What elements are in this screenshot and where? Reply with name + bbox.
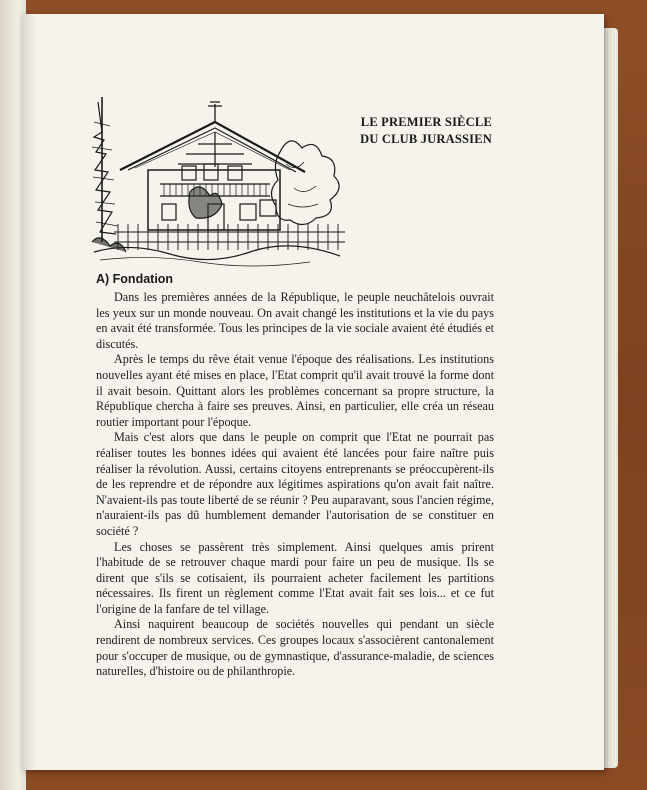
paragraph: Les choses se passèrent très simplement. Ainsi quelques amis prirent l'habitude de se retrouver chaque mardi pour faire un peu de musique. Ils se dirent que s'ils se cotisaient, ils pourraient acheter facilement les partitions nécessaires. Ils firent un règlement comme l'Etat avait fait ses lois... et ce fut l'origine de la fanfare de tel village.: [96, 539, 494, 616]
paragraph: Ainsi naquirent beaucoup de sociétés nouvelles qui pendant un siècle rendirent de nombreux services. Ces groupes locaux s'associèrent cantonalement pour s'occuper de musique, ou de gymnastique, d'assurance-maladie, de sciences naturelles, d'histoire ou de philanthropie.: [96, 617, 494, 679]
title-line-1: LE PREMIER SIÈCLE: [360, 115, 492, 129]
page-gutter-shadow: [22, 14, 36, 770]
chalet-sketch-icon: [90, 92, 350, 270]
body-text: [96, 290, 494, 680]
title-line-2: DU CLUB JURASSIEN: [360, 132, 492, 146]
paragraph: Mais c'est alors que dans le peuple on comprit que l'Etat ne pourrait pas réaliser toutes les bonnes idées qui avaient été lancées pour faire naître puis réaliser la révolution. Aussi, certains citoyens entreprenants se préoccupèrent-ils de les reprendre et de répondre aux légitimes aspirations qu'on avait fait naître. N'avaient-ils pas toute liberté de se réunir ? Peu auparavant, sous l'ancien régime, n'auraient-ils pas dû humblement demander l'autorisation de se constituer en société ?: [96, 430, 494, 538]
section-heading: A) Fondation: [96, 272, 174, 286]
paragraph: Après le temps du rêve était venue l'époque des réalisations. Les institutions nouvelles ayant été mises en place, l'Etat comprit qu'il avait trouvé la forme dont il avait besoin. Quittant alors les problèmes concernant sa propre structure, la République chercha à faire ses preuves. Ainsi, en particulier, elle créa un réseau routier important pour l'époque.: [96, 352, 494, 429]
page-title: [346, 114, 492, 148]
paragraph: Dans les premières années de la République, le peuple neuchâtelois ouvrait les yeux sur un monde nouveau. On avait changé les institutions et la vie du pays en avait été transformée. Tous les principes de la vie sociale avaient été étudiés et discutés.: [96, 290, 494, 351]
